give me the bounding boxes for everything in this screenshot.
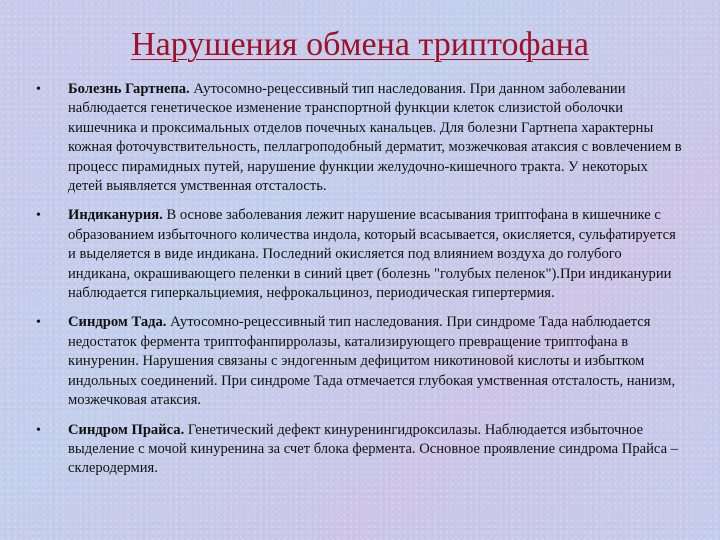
bullet-term: Болезнь Гартнепа.	[68, 81, 190, 97]
bullet-text	[68, 421, 684, 479]
bullet-list	[36, 80, 684, 489]
bullet-term: Индиканурия.	[68, 207, 163, 224]
bullet-text	[68, 313, 684, 410]
bullet-term: Синдром Тада.	[68, 314, 167, 331]
bullet-text	[68, 206, 684, 303]
bullet-item-tada	[36, 313, 684, 410]
bullet-icon: •	[36, 82, 41, 97]
bullet-item-hartnup	[36, 80, 684, 196]
bullet-item-price	[36, 421, 684, 479]
bullet-icon: •	[36, 422, 41, 438]
bullet-icon: •	[36, 315, 41, 331]
bullet-text	[68, 80, 684, 196]
slide-title: Нарушения обмена триптофана	[131, 26, 589, 63]
bullet-item-indicanuria	[36, 206, 684, 303]
bullet-body: Генетический дефект кинуренингидроксилазы. Наблюдается избыточное выделение с мочой кинуренина за счет блока фермента. Основное проявление синдрома Прайса – склеродермия.	[68, 421, 679, 477]
bullet-body: Аутосомно-рецессивный тип наследования. При синдроме Тада наблюдается недостаток фермента триптофанпирролазы, катализирующего превращение триптофана в кинуренин. Нарушения связаны с эндогенным дефицитом никотиновой кислоты и избытком индольных соединений. При синдроме Тада отмечается глубокая умственная отсталость, нанизм, мозжечковая атаксия.	[68, 314, 676, 409]
bullet-icon: •	[36, 208, 41, 224]
bullet-body: Аутосомно-рецессивный тип наследования. При данном заболевании наблюдается генетическое изменение транспортной функции клеток слизистой оболочки кишечника и проксимальных отделов почечных канальцев. Для болезни Гартнепа характерны кожная фоточувствительность, пеллагроподобный дерматит, мозжечковая атаксия с вовлечением в процесс пирамидных путей, нарушение функции желудочно-кишечного тракта. У некоторых детей выявляется умственная отсталость.	[68, 81, 682, 195]
bullet-term: Синдром Прайса.	[68, 421, 185, 438]
bullet-body: В основе заболевания лежит нарушение всасывания триптофана в кишечнике с образованием избыточного количества индола, который всасывается, окисляется, сульфатируется и выделяется в виде индикана. Последний окисляется под влиянием воздуха до голубого индикана, окрашивающего пеленки в синий цвет (болезнь "голубых пеленок").При индиканурии наблюдается гиперкальциемия, нефрокальциноз, периодическая гипертермия.	[68, 207, 676, 302]
